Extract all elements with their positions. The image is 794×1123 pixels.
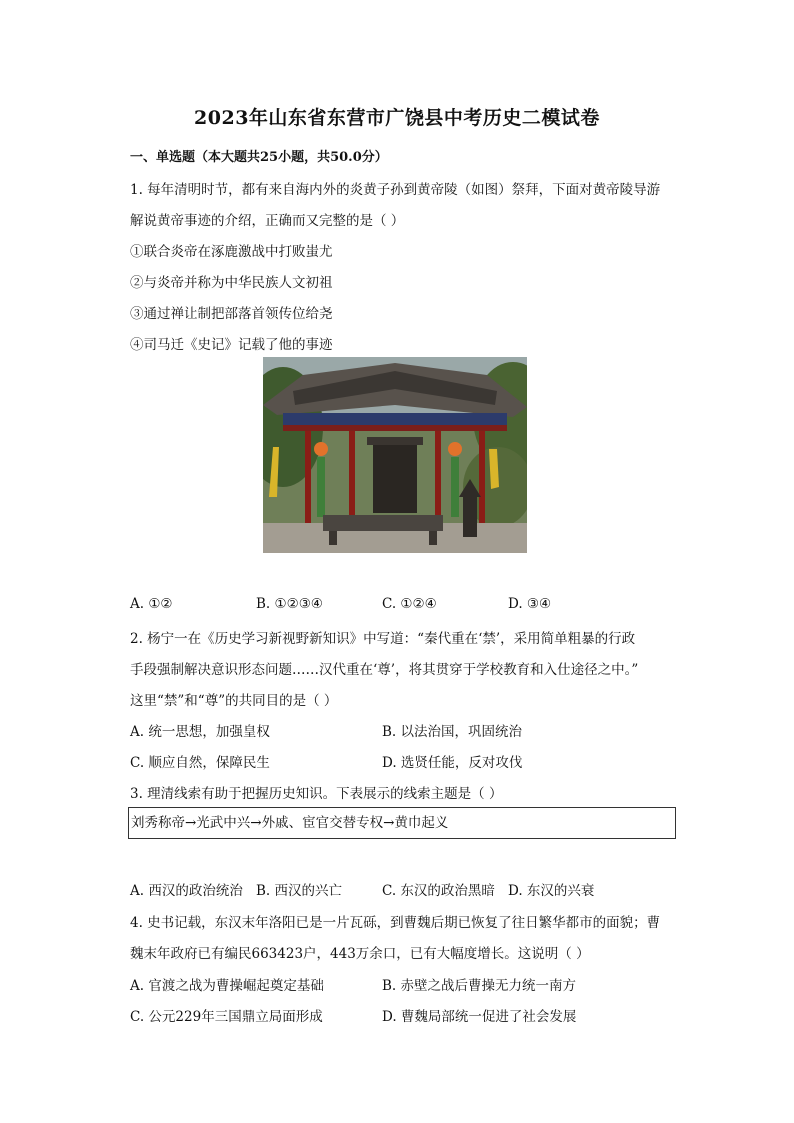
q4-option-d: D. 曹魏局部统一促进了社会发展 — [382, 1009, 577, 1025]
q1-item-1: ①联合炎帝在涿鹿激战中打败蚩尤 — [130, 244, 333, 260]
q1-item-3: ③通过禅让制把部落首领传位给尧 — [130, 306, 333, 322]
q1-item-2: ②与炎帝并称为中华民族人文初祖 — [130, 275, 333, 291]
q1-option-c: C. ①②④ — [382, 596, 437, 612]
q2-option-a: A. 统一思想，加强皇权 — [130, 724, 270, 740]
q1-item-4: ④司马迁《史记》记载了他的事迹 — [130, 337, 333, 353]
q2-option-d: D. 选贤任能，反对攻伐 — [382, 755, 523, 771]
q3-clue-table: 刘秀称帝→光武中兴→外戚、宦官交替专权→黄巾起义 — [128, 807, 676, 839]
q1-stem-line1: 1. 每年清明时节，都有来自海内外的炎黄子孙到黄帝陵（如图）祭拜，下面对黄帝陵导游 — [130, 182, 661, 198]
q1-option-d: D. ③④ — [508, 596, 552, 612]
q3-option-c: C. 东汉的政治黑暗 — [382, 883, 495, 899]
huangdi-mausoleum-photo — [263, 357, 527, 553]
q2-option-c: C. 顺应自然，保障民生 — [130, 755, 270, 771]
q2-stem-line3: 这里“禁”和“尊”的共同目的是（ ） — [130, 693, 338, 709]
q3-option-a: A. 西汉的政治统治 — [130, 883, 243, 899]
q4-option-a: A. 官渡之战为曹操崛起奠定基础 — [130, 978, 324, 994]
section-heading: 一、单选题（本大题共25小题，共50.0分） — [130, 150, 388, 165]
page-title: 2023年山东省东营市广饶县中考历史二模试卷 — [194, 107, 600, 129]
q1-option-b: B. ①②③④ — [256, 596, 323, 612]
q2-stem-line2: 手段强制解决意识形态问题……汉代重在‘尊’，将其贯穿于学校教育和入仕途径之中。” — [130, 662, 639, 678]
q3-option-d: D. 东汉的兴衰 — [508, 883, 595, 899]
q4-option-c: C. 公元229年三国鼎立局面形成 — [130, 1009, 323, 1025]
q4-option-b: B. 赤壁之战后曹操无力统一南方 — [382, 978, 577, 994]
q4-stem-line2: 魏末年政府已有编民663423户，443万余口，已有大幅度增长。这说明（ ） — [130, 946, 590, 962]
q3-stem: 3. 理清线索有助于把握历史知识。下表展示的线索主题是（ ） — [130, 786, 503, 802]
q1-option-a: A. ①② — [130, 596, 173, 612]
q4-stem-line1: 4. 史书记载，东汉末年洛阳已是一片瓦砾，到曹魏后期已恢复了往日繁华都市的面貌；曹 — [130, 915, 661, 931]
q3-option-b: B. 西汉的兴亡 — [256, 883, 343, 899]
q1-stem-line2: 解说黄帝事迹的介绍，正确而又完整的是（ ） — [130, 213, 405, 229]
q2-stem-line1: 2. 杨宁一在《历史学习新视野新知识》中写道：“秦代重在‘禁’，采用简单粗暴的行政 — [130, 631, 636, 647]
q2-option-b: B. 以法治国，巩固统治 — [382, 724, 523, 740]
